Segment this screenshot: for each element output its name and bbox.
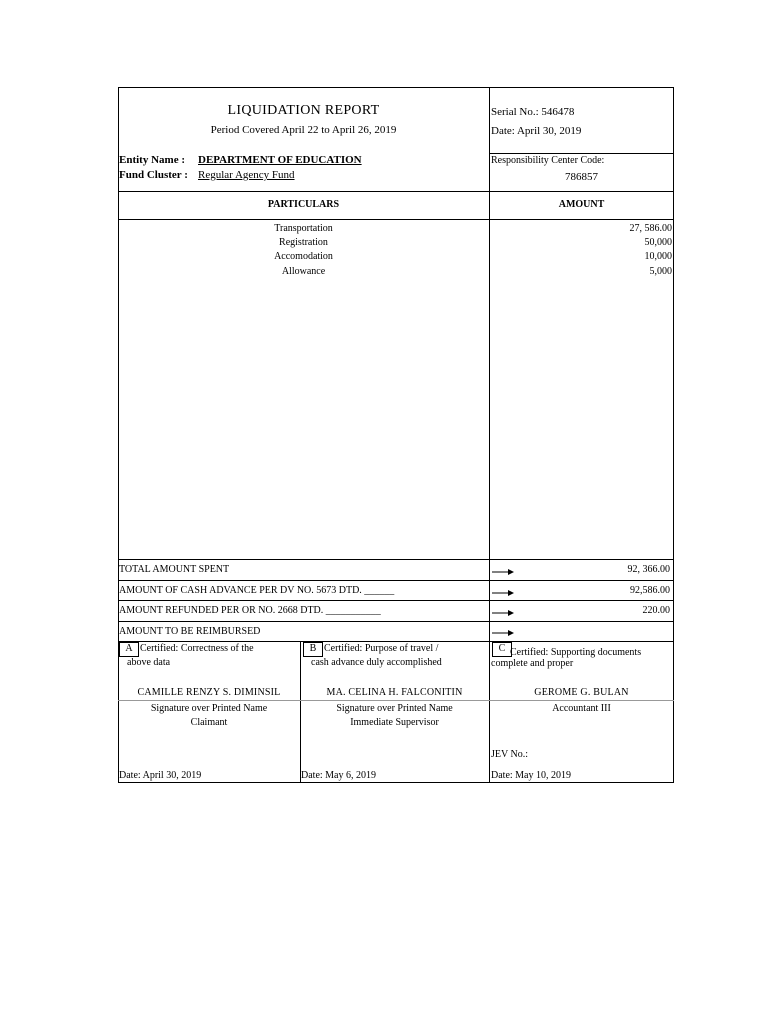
accountant-role: Accountant III — [552, 703, 611, 714]
amount-refunded-value: 220.00 — [642, 605, 670, 616]
responsibility-center-label: Responsibility Center Code: — [491, 155, 605, 166]
claimant-name: CAMILLE RENZY S. DIMINSIL — [137, 687, 281, 698]
amount-refunded-label: AMOUNT REFUNDED PER OR NO. 2668 DTD. ___________ — [119, 605, 381, 616]
jev-number-label: JEV No.: — [491, 749, 529, 760]
accountant-name: GEROME G. BULAN — [534, 687, 629, 698]
cert-b-text-cont: cash advance duly accomplished — [311, 657, 442, 668]
supervisor-date: Date: May 6, 2019 — [301, 770, 376, 781]
cert-c-box: C — [492, 642, 512, 657]
amount-item: 50,000 — [644, 237, 672, 248]
accountant-date: Date: May 10, 2019 — [491, 770, 571, 781]
entity-name-label: Entity Name : — [119, 154, 185, 166]
amount-item: 10,000 — [644, 251, 672, 262]
supervisor-signature-label: Signature over Printed Name — [336, 703, 453, 714]
amount-header: AMOUNT — [558, 199, 605, 210]
particulars-header: PARTICULARS — [267, 199, 340, 210]
cash-advance-value: 92,586.00 — [630, 585, 670, 596]
responsibility-center-code: 786857 — [565, 171, 598, 183]
supervisor-role: Immediate Supervisor — [350, 717, 439, 728]
cert-a-text-cont: above data — [127, 657, 171, 668]
cash-advance-label: AMOUNT OF CASH ADVANCE PER DV NO. 5673 DTD. ______ — [119, 585, 395, 596]
claimant-role: Claimant — [190, 717, 228, 728]
total-spent-value: 92, 366.00 — [627, 564, 670, 575]
cert-a-box: A — [119, 642, 139, 657]
arrow-right-icon — [492, 628, 514, 638]
cert-b-text: Certified: Purpose of travel / — [324, 643, 439, 654]
amount-item: 27, 586.00 — [629, 223, 672, 234]
particular-item: Registration — [279, 237, 328, 248]
amount-reimbursed-label: AMOUNT TO BE REIMBURSED — [119, 626, 261, 637]
supervisor-name: MA. CELINA H. FALCONITIN — [326, 687, 463, 698]
serial-number: Serial No.: 546478 — [491, 106, 575, 118]
total-spent-label: TOTAL AMOUNT SPENT — [119, 564, 230, 575]
fund-cluster-label: Fund Cluster : — [119, 169, 188, 181]
particular-item: Allowance — [281, 266, 326, 277]
period-covered: Period Covered April 22 to April 26, 2019 — [210, 124, 397, 136]
amount-item: 5,000 — [649, 266, 672, 277]
entity-name-value: DEPARTMENT OF EDUCATION — [198, 154, 362, 166]
particular-item: Transportation — [274, 223, 333, 234]
cert-c-text-cont: complete and proper — [491, 658, 574, 669]
cert-c-text: Certified: Supporting documents — [510, 647, 642, 658]
particular-item: Accomodation — [274, 251, 333, 262]
cert-b-box: B — [303, 642, 323, 657]
claimant-signature-label: Signature over Printed Name — [150, 703, 268, 714]
report-date: Date: April 30, 2019 — [491, 125, 582, 137]
report-title: LIQUIDATION REPORT — [227, 103, 380, 118]
cert-a-text: Certified: Correctness of the — [140, 643, 254, 654]
fund-cluster-value: Regular Agency Fund — [198, 169, 295, 181]
claimant-date: Date: April 30, 2019 — [119, 770, 202, 781]
